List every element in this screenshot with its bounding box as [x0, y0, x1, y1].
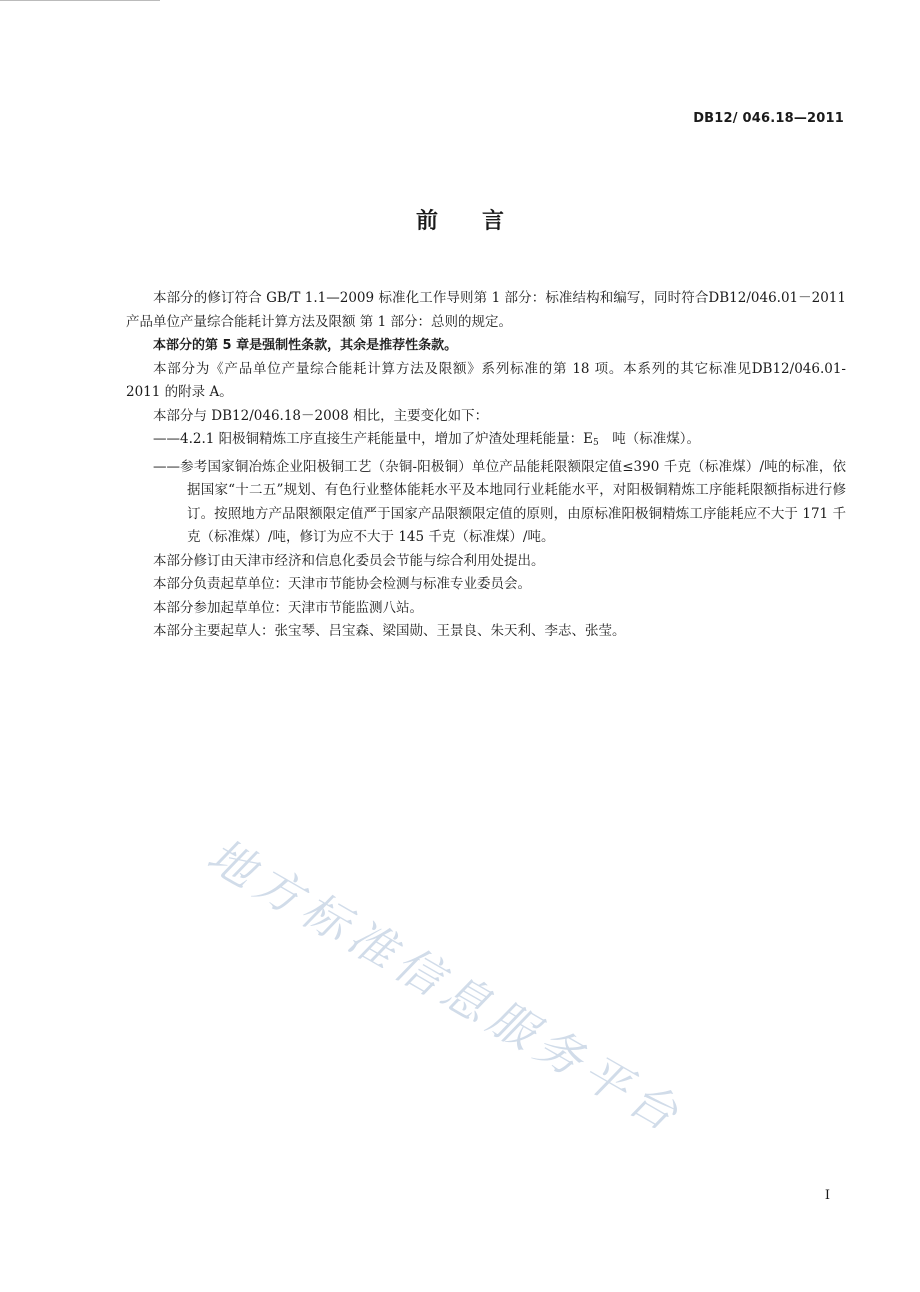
- paragraph-responsible-drafter: 本部分负责起草单位：天津市节能协会检测与标准专业委员会。: [153, 576, 531, 592]
- paragraph-compliance: 本部分的修订符合 GB/T 1.1—2009 标准化工作导则第 1 部分：标准结构和编写，同时符合DB12/046.01－2011 产品单位产量综合能耗计算方法及限额 第 1 部分：总则的规定。: [126, 290, 846, 330]
- paragraph-participating-drafter: 本部分参加起草单位：天津市节能监测八站。: [153, 599, 423, 616]
- change-item-2: ——参考国家铜冶炼企业阳极铜工艺（杂铜-阳极铜）单位产品能耗限额限定值≤390 千克（标准煤）/吨的标准，依据国家“十二五”规划、有色行业整体能耗水平及本地同行业耗能水平，对阳极铜精炼工序能耗限额指标进行修订。按照地方产品限额限定值严于国家产品限额限定值的原则，由原标准阳极铜精炼工序能耗应不大于 171 千克（标准煤）/吨，修订为应不大于 145 千克（标准煤）/吨。: [153, 458, 846, 545]
- change-item-1-subscript: 5: [593, 438, 599, 448]
- paragraph-proposer: 本部分修订由天津市经济和信息化委员会节能与综合利用处提出。: [153, 552, 545, 569]
- title-char-2: 言: [482, 209, 505, 234]
- page-number: I: [824, 1188, 830, 1203]
- watermark: 地方标准信息服务平台: [198, 827, 694, 1145]
- top-rule: [0, 0, 160, 1]
- change-item-1-text: ——4.2.1 阳极铜精炼工序直接生产耗能量中，增加了炉渣处理耗能量：E: [153, 431, 593, 447]
- foreword-body: [126, 287, 846, 644]
- paragraph-main-drafters: 本部分主要起草人：张宝琴、吕宝森、梁国勋、王景良、朱天利、李志、张莹。: [153, 623, 626, 639]
- change-item-1: [126, 428, 846, 456]
- paragraph-series: 本部分为《产品单位产量综合能耗计算方法及限额》系列标准的第 18 项。本系列的其它标准见DB12/046.01-2011 的附录 A。: [126, 360, 846, 400]
- paragraph-changes-intro: 本部分与 DB12/046.18－2008 相比，主要变化如下：: [153, 407, 489, 424]
- change-item-1-unit: 吨（标准煤）。: [598, 431, 700, 447]
- document-code: DB12/ 046.18—2011: [693, 111, 844, 126]
- title-char-1: 前: [415, 209, 438, 234]
- page-title: [0, 204, 920, 235]
- paragraph-mandatory-clause: 本部分的第 5 章是强制性条款，其余是推荐性条款。: [153, 338, 458, 353]
